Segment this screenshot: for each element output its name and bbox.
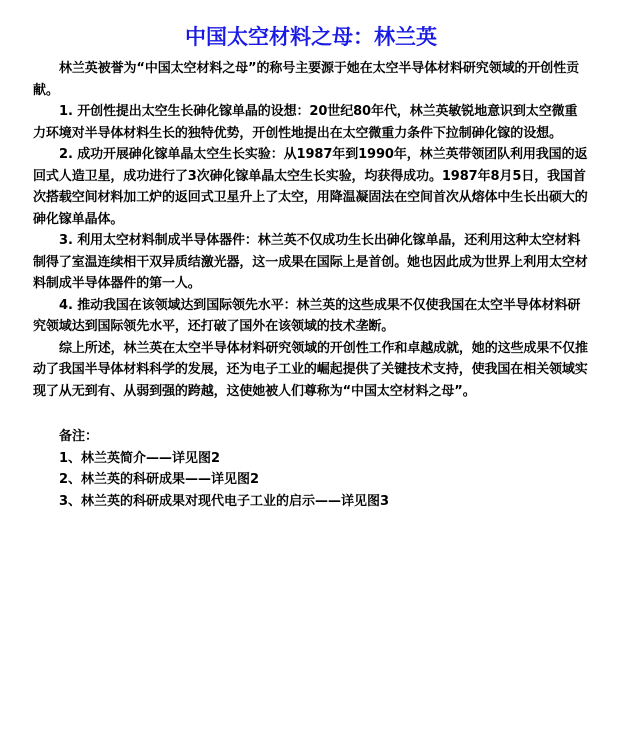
point-1-paragraph: 1. 开创性提出太空生长砷化镓单晶的设想：20世纪80年代，林兰英敏锐地意识到太空微重力环境对半导体材料生长的独特优势，开创性地提出在太空微重力条件下拉制砷化镓的设想。 <box>33 104 578 141</box>
note-item: 2、林兰英的科研成果——详见图2 <box>59 472 260 487</box>
body-text <box>33 58 589 402</box>
point-2-paragraph: 2. 成功开展砷化镓单晶太空生长实验：从1987年到1990年，林兰英带领团队利用我国的返回式人造卫星，成功进行了3次砷化镓单晶太空生长实验，均获得成功。1987年8月5日，我国首次搭载空间材料加工炉的返回式卫星升上了太空，用降温凝固法在空间首次从熔体中生长出硕大的砷化镓单晶体。 <box>33 147 588 227</box>
summary-paragraph: 综上所述，林兰英在太空半导体材料研究领域的开创性工作和卓越成就，她的这些成果不仅推动了我国半导体材料科学的发展，还为电子工业的崛起提供了关键技术支持，使我国在相关领域实现了从无到有、从弱到强的跨越，这使她被人们尊称为“中国太空材料之母”。 <box>33 340 588 399</box>
note-item: 3、林兰英的科研成果对现代电子工业的启示——详见图3 <box>59 493 390 509</box>
notes-section <box>33 426 589 512</box>
note-item: 1、林兰英简介——详见图2 <box>59 450 221 466</box>
notes-label: 备注： <box>59 429 99 444</box>
page-title: 中国太空材料之母：林兰英 <box>185 25 437 49</box>
point-4-paragraph: 4. 推动我国在该领域达到国际领先水平：林兰英的这些成果不仅使我国在太空半导体材料研究领域达到国际领先水平，还打破了国外在该领域的技术垄断。 <box>33 297 581 334</box>
point-3-paragraph: 3. 利用太空材料制成半导体器件：林兰英不仅成功生长出砷化镓单晶，还利用这种太空材料制得了室温连续相干双异质结激光器，这一成果在国际上是首创。她也因此成为世界上利用太空材料制成半导体器件的第一人。 <box>33 233 588 291</box>
intro-paragraph: 林兰英被誉为“中国太空材料之母”的称号主要源于她在太空半导体材料研究领域的开创性贡献。 <box>33 61 579 98</box>
